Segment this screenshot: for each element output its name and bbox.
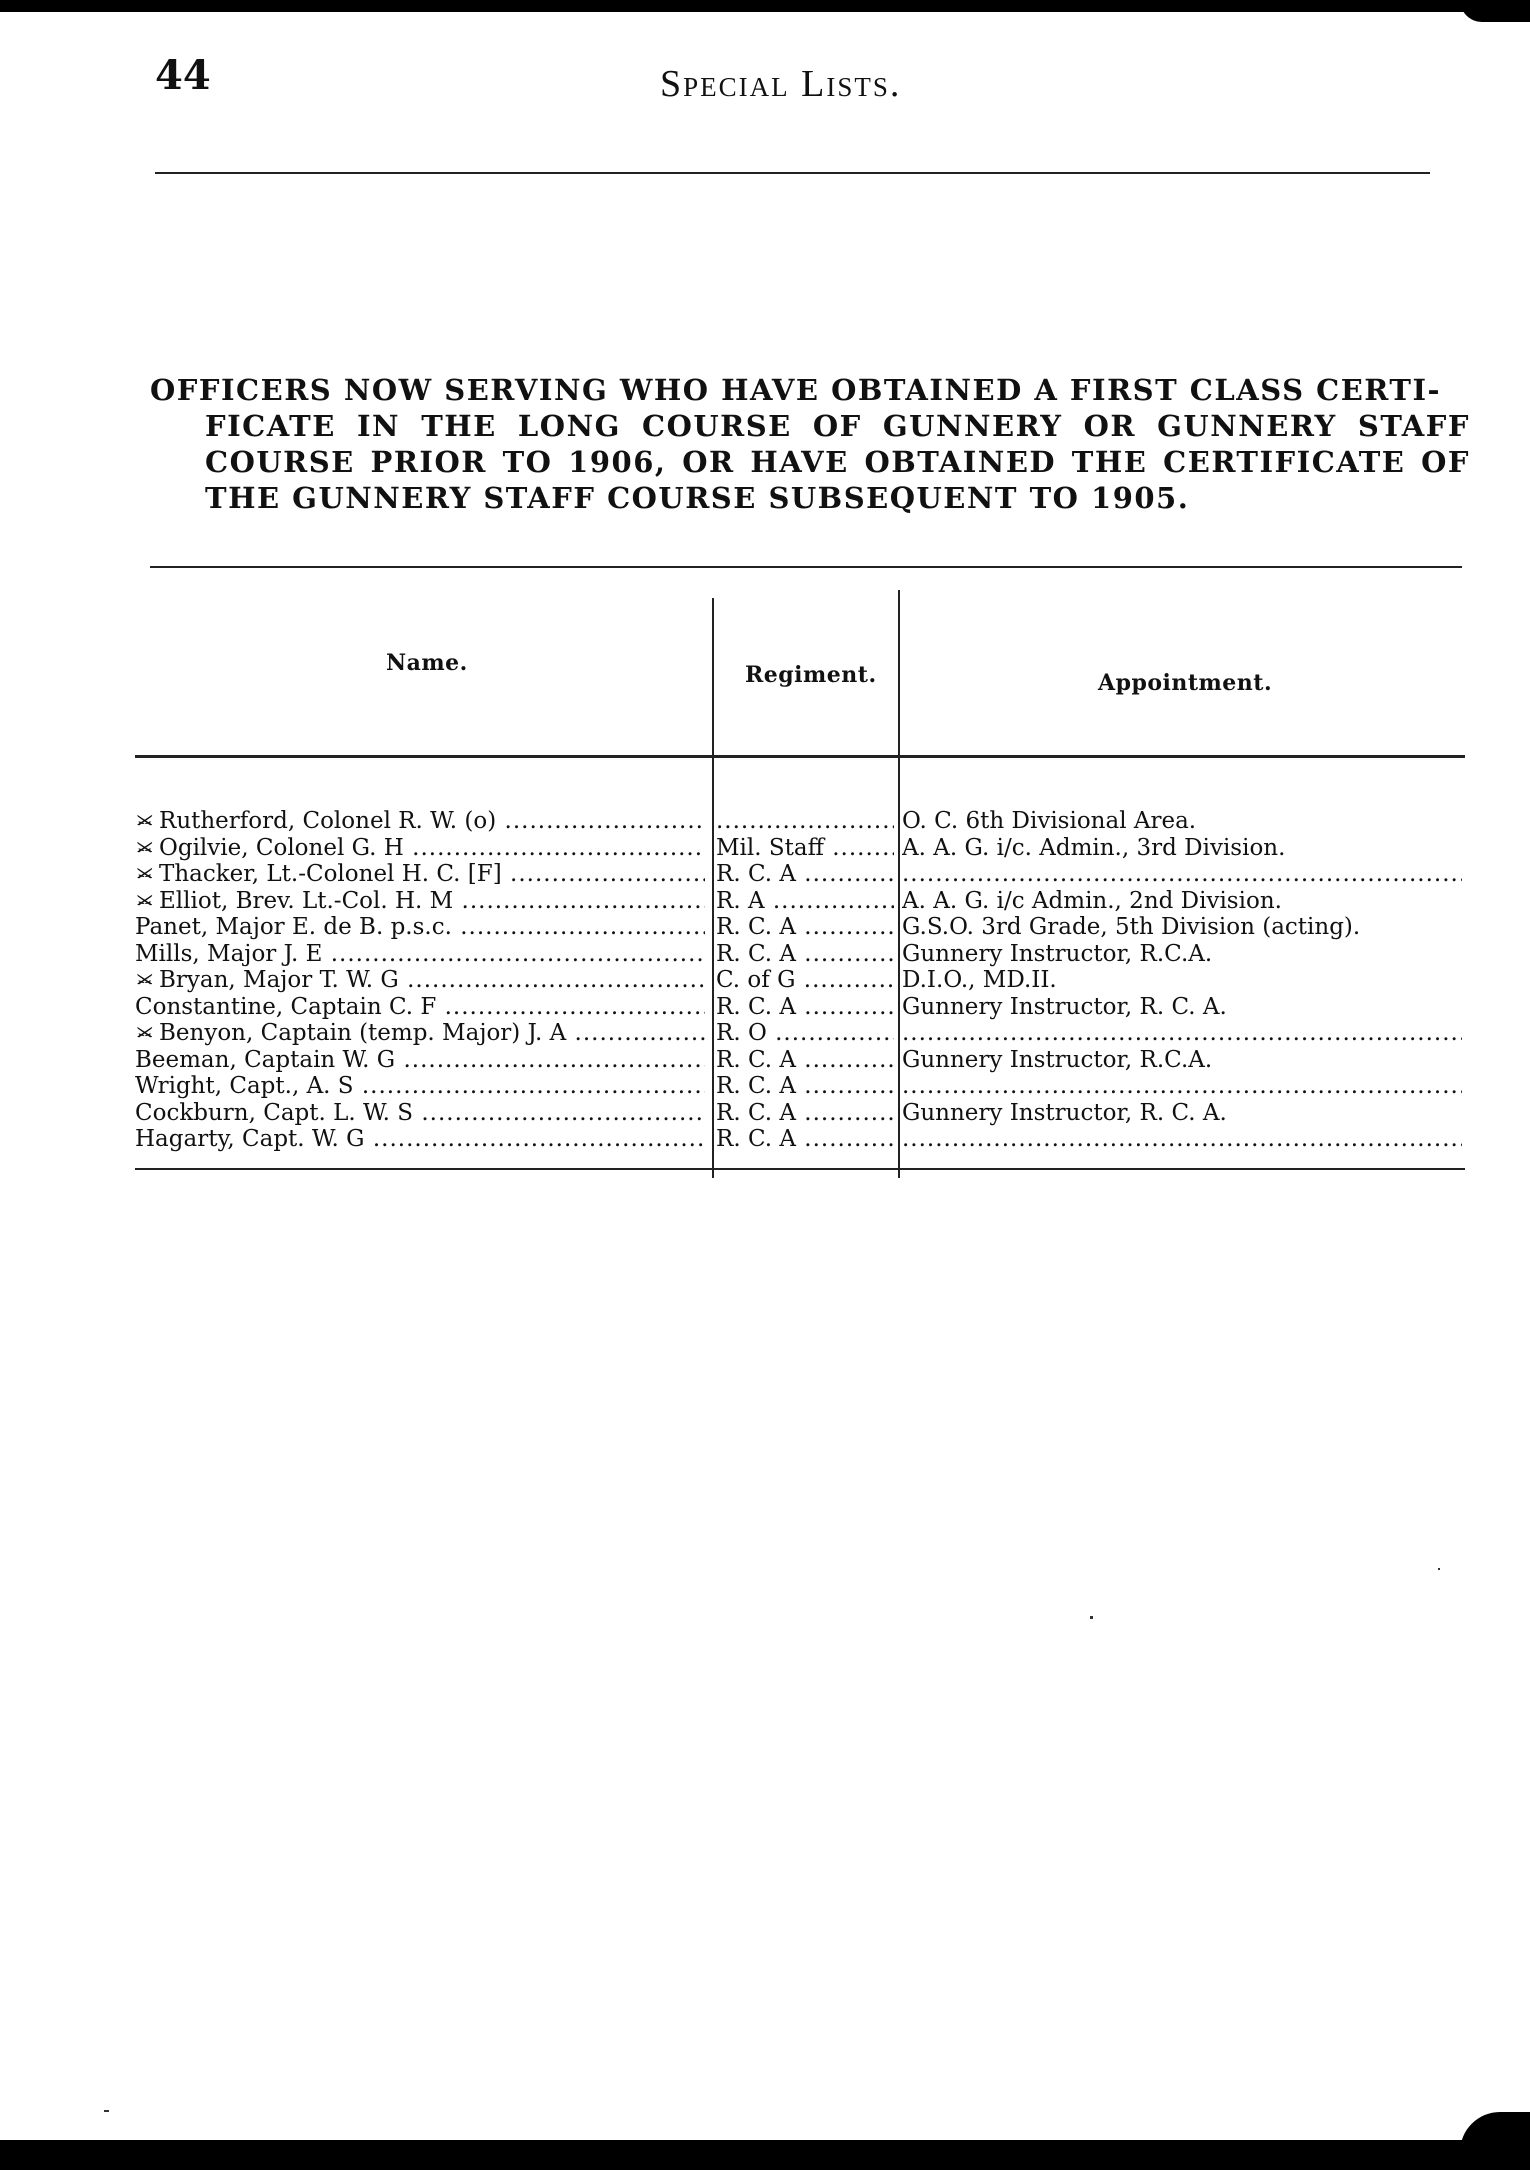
regiment-value: R. C. A xyxy=(716,993,796,1020)
officer-name: Bryan, Major T. W. G xyxy=(159,967,399,993)
table-row xyxy=(0,888,1530,914)
officer-name: Hagarty, Capt. W. G xyxy=(135,1126,365,1152)
table-row xyxy=(0,835,1530,861)
appointment-value: D.I.O., MD.II. xyxy=(902,967,1057,993)
appointment-cell xyxy=(902,914,1462,940)
regiment-value: R. C. A xyxy=(716,861,796,887)
regiment-value: R. C. A xyxy=(716,1046,796,1073)
regiment-value: R. C. A xyxy=(716,1126,796,1152)
table-row xyxy=(0,1073,1530,1099)
section-heading xyxy=(150,372,1470,516)
crossed-swords-icon: ⚔ xyxy=(135,813,155,829)
scan-corner-bottom-right xyxy=(1460,2112,1530,2170)
column-header-regiment: Regiment. xyxy=(745,662,877,688)
officer-name: Ogilvie, Colonel G. H xyxy=(159,834,404,861)
table-row xyxy=(0,808,1530,834)
appointment-cell xyxy=(902,967,1462,993)
name-cell xyxy=(135,888,705,914)
name-cell xyxy=(135,914,705,940)
regiment-cell xyxy=(716,914,894,940)
name-cell xyxy=(135,967,705,993)
appointment-cell xyxy=(902,861,1462,887)
name-cell xyxy=(135,1047,705,1073)
table-row xyxy=(0,1100,1530,1126)
regiment-cell xyxy=(716,1020,894,1046)
regiment-value: C. of G xyxy=(716,967,796,993)
name-cell xyxy=(135,861,705,887)
officer-name: Thacker, Lt.-Colonel H. C. [F] xyxy=(159,861,502,887)
regiment-value: R. C. A xyxy=(716,1073,796,1099)
appointment-cell xyxy=(902,808,1462,834)
table-row xyxy=(0,1047,1530,1073)
appointment-value: Gunnery Instructor, R. C. A. xyxy=(902,993,1227,1020)
name-cell xyxy=(135,941,705,967)
table-row xyxy=(0,967,1530,993)
appointment-cell xyxy=(902,1047,1462,1073)
officer-name: Wright, Capt., A. S xyxy=(135,1073,354,1099)
appointment-value: Gunnery Instructor, R. C. A. xyxy=(902,1099,1227,1126)
regiment-value: R. A xyxy=(716,887,765,914)
crossed-swords-icon: ⚔ xyxy=(135,972,155,988)
table-row xyxy=(0,941,1530,967)
regiment-value: R. C. A xyxy=(716,1099,796,1126)
scan-edge-top xyxy=(0,0,1530,12)
name-cell xyxy=(135,835,705,861)
running-title: Special Lists. xyxy=(660,63,902,105)
name-cell xyxy=(135,808,705,834)
regiment-value: R. C. A xyxy=(716,914,796,940)
scan-speck xyxy=(1438,1568,1440,1570)
scan-edge-bottom xyxy=(0,2140,1530,2170)
table-row xyxy=(0,861,1530,887)
crossed-swords-icon: ⚔ xyxy=(135,892,155,909)
heading-continuation: FICATE IN THE LONG COURSE OF GUNNERY OR GUNNERY STAFF COURSE PRIOR TO 1906, OR HAVE OBTAINED THE CERTIFICATE OF THE GUNNERY STAFF COURSE SUBSEQUENT TO 1905. xyxy=(205,409,1470,515)
officer-name: Cockburn, Capt. L. W. S xyxy=(135,1099,414,1126)
page-number: 44 xyxy=(155,52,211,99)
regiment-cell xyxy=(716,1100,894,1126)
table-bottom-rule xyxy=(135,1168,1465,1170)
officer-name: Rutherford, Colonel R. W. (o) xyxy=(159,808,497,834)
officer-name: Benyon, Captain (temp. Major) J. A xyxy=(159,1020,567,1046)
appointment-cell xyxy=(902,835,1462,861)
header-rule xyxy=(155,172,1430,174)
appointment-value: O. C. 6th Divisional Area. xyxy=(902,808,1197,834)
appointment-value: A. A. G. i/c Admin., 2nd Division. xyxy=(902,887,1282,914)
table-row xyxy=(0,994,1530,1020)
officer-name: Beeman, Captain W. G xyxy=(135,1046,396,1073)
appointment-cell xyxy=(902,1020,1462,1046)
column-header-name: Name. xyxy=(386,650,468,676)
appointment-cell xyxy=(902,941,1462,967)
crossed-swords-icon: ⚔ xyxy=(135,1025,155,1041)
regiment-cell xyxy=(716,888,894,914)
regiment-cell xyxy=(716,967,894,993)
appointment-cell xyxy=(902,888,1462,914)
table-header-rule xyxy=(135,755,1465,758)
appointment-value: Gunnery Instructor, R.C.A. xyxy=(902,940,1213,967)
regiment-value: R. C. A xyxy=(716,940,796,967)
appointment-cell xyxy=(902,994,1462,1020)
table-row xyxy=(0,914,1530,940)
regiment-cell xyxy=(716,835,894,861)
officer-name: Constantine, Captain C. F xyxy=(135,993,437,1020)
heading-line-1: OFFICERS NOW SERVING WHO HAVE OBTAINED A FIRST CLASS CERTI- xyxy=(150,373,1442,407)
name-cell xyxy=(135,1020,705,1046)
table-row xyxy=(0,1020,1530,1046)
appointment-value: G.S.O. 3rd Grade, 5th Division (acting). xyxy=(902,914,1361,940)
regiment-value: R. O xyxy=(716,1020,767,1046)
regiment-value: Mil. Staff xyxy=(716,834,824,861)
regiment-cell xyxy=(716,994,894,1020)
officer-name: Mills, Major J. E xyxy=(135,940,323,967)
regiment-cell xyxy=(716,808,894,834)
table-row xyxy=(0,1126,1530,1152)
column-header-appointment: Appointment. xyxy=(1098,670,1273,696)
regiment-cell xyxy=(716,941,894,967)
regiment-cell xyxy=(716,1073,894,1099)
appointment-value: Gunnery Instructor, R.C.A. xyxy=(902,1046,1213,1073)
name-cell xyxy=(135,994,705,1020)
name-cell xyxy=(135,1073,705,1099)
crossed-swords-icon: ⚔ xyxy=(135,839,155,856)
table-top-rule xyxy=(150,566,1462,568)
scan-speck xyxy=(1090,1616,1093,1619)
appointment-cell xyxy=(902,1073,1462,1099)
appointment-cell xyxy=(902,1126,1462,1152)
officer-name: Elliot, Brev. Lt.-Col. H. M xyxy=(159,887,454,914)
regiment-cell xyxy=(716,1047,894,1073)
scan-corner-top-right xyxy=(1460,0,1530,22)
crossed-swords-icon: ⚔ xyxy=(135,866,155,882)
appointment-value: A. A. G. i/c. Admin., 3rd Division. xyxy=(902,834,1286,861)
officer-name: Panet, Major E. de B. p.s.c. xyxy=(135,914,452,940)
name-cell xyxy=(135,1100,705,1126)
scan-speck xyxy=(104,2110,109,2112)
appointment-cell xyxy=(902,1100,1462,1126)
regiment-cell xyxy=(716,1126,894,1152)
name-cell xyxy=(135,1126,705,1152)
regiment-cell xyxy=(716,861,894,887)
